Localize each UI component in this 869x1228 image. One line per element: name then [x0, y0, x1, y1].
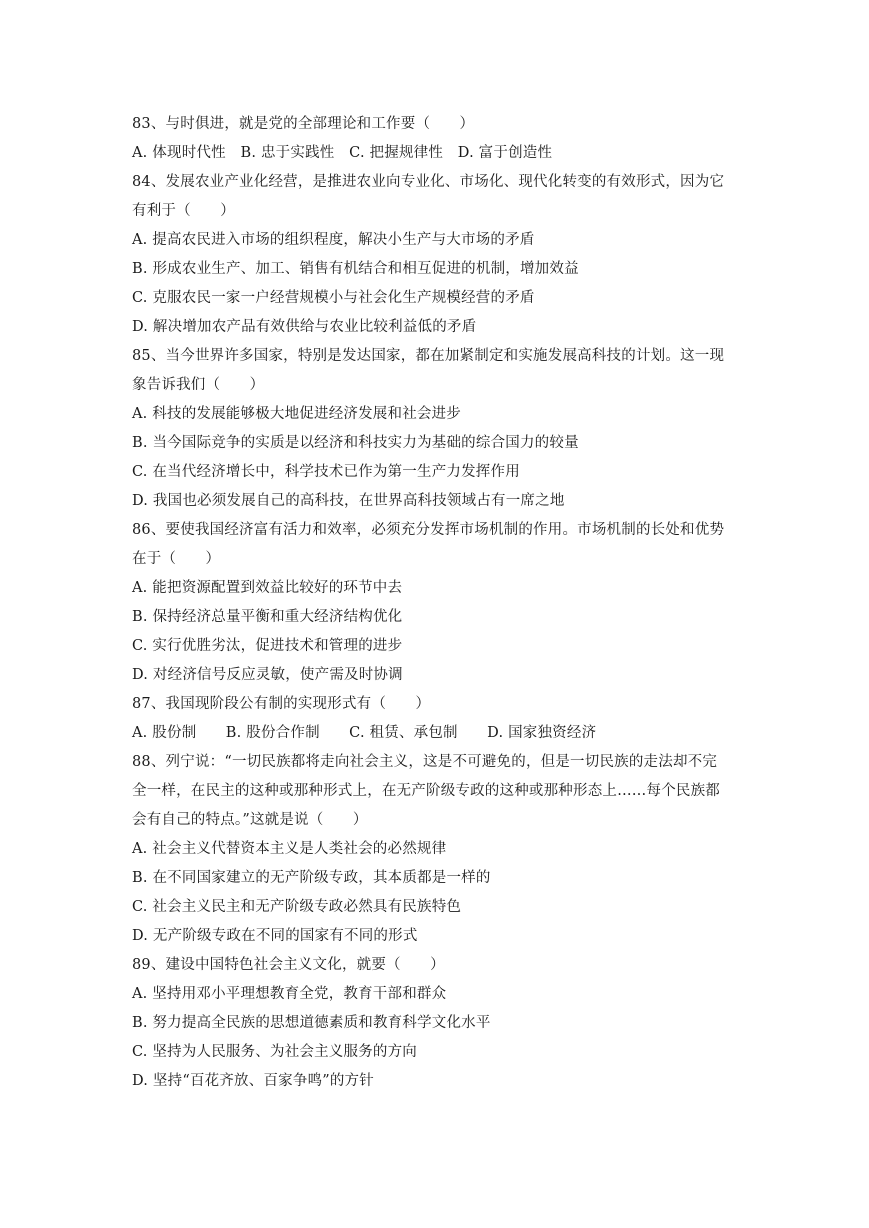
question-83-options: A. 体现时代性 B. 忠于实践性 C. 把握规律性 D. 富于创造性 — [132, 145, 553, 161]
question-84-stem: 有利于（ ） — [132, 203, 235, 219]
question-84-stem: 84、发展农业产业化经营，是推进农业向专业化、市场化、现代化转变的有效形式，因为它 — [132, 174, 725, 190]
question-88-stem: 88、列宁说：“一切民族都将走向社会主义，这是不可避免的，但是一切民族的走法却不完 — [132, 754, 718, 770]
question-88-stem: 全一样，在民主的这种或那种形式上，在无产阶级专政的这种或那种形态上……每个民族都 — [132, 783, 720, 799]
question-85-option-a: A. 科技的发展能够极大地促进经济发展和社会进步 — [132, 406, 461, 422]
question-88-option-c: C. 社会主义民主和无产阶级专政必然具有民族特色 — [132, 899, 462, 915]
question-89-stem: 89、建设中国特色社会主义文化，就要（ ） — [132, 957, 445, 973]
question-83 — [132, 110, 752, 168]
question-87-stem: 87、我国现阶段公有制的实现形式有（ ） — [132, 696, 431, 712]
question-84-option-c: C. 克服农民一家一户经营规模小与社会化生产规模经营的矛盾 — [132, 290, 535, 306]
question-88-option-d: D. 无产阶级专政在不同的国家有不同的形式 — [132, 928, 418, 944]
question-88-stem: 会有自己的特点。”这就是说（ ） — [132, 812, 368, 828]
question-85-option-b: B. 当今国际竞争的实质是以经济和科技实力为基础的综合国力的较量 — [132, 435, 579, 451]
question-86 — [132, 516, 752, 690]
question-84-option-d: D. 解决增加农产品有效供给与农业比较利益低的矛盾 — [132, 319, 477, 335]
question-85-option-d: D. 我国也必须发展自己的高科技，在世界高科技领域占有一席之地 — [132, 493, 565, 509]
question-86-option-b: B. 保持经济总量平衡和重大经济结构优化 — [132, 609, 403, 625]
question-89-option-d: D. 坚持“百花齐放、百家争鸣”的方针 — [132, 1073, 374, 1089]
question-88-option-a: A. 社会主义代替资本主义是人类社会的必然规律 — [132, 841, 447, 857]
question-86-option-d: D. 对经济信号反应灵敏，使产需及时协调 — [132, 667, 403, 683]
question-89-option-c: C. 坚持为人民服务、为社会主义服务的方向 — [132, 1044, 417, 1060]
question-84-option-b: B. 形成农业生产、加工、销售有机结合和相互促进的机制，增加效益 — [132, 261, 579, 277]
question-87 — [132, 690, 752, 748]
question-83-stem: 83、与时俱进，就是党的全部理论和工作要（ ） — [132, 116, 475, 132]
question-86-stem: 在于（ ） — [132, 551, 221, 567]
question-89-option-a: A. 坚持用邓小平理想教育全党，教育干部和群众 — [132, 986, 447, 1002]
question-89 — [132, 951, 752, 1096]
question-87-options: A. 股份制 B. 股份合作制 C. 租赁、承包制 D. 国家独资经济 — [132, 725, 597, 741]
question-86-stem: 86、要使我国经济富有活力和效率，必须充分发挥市场机制的作用。市场机制的长处和优势 — [132, 522, 725, 538]
question-88 — [132, 748, 752, 951]
question-86-option-a: A. 能把资源配置到效益比较好的环节中去 — [132, 580, 403, 596]
question-86-option-c: C. 实行优胜劣汰，促进技术和管理的进步 — [132, 638, 403, 654]
document-page — [132, 110, 752, 1096]
question-84-option-a: A. 提高农民进入市场的组织程度，解决小生产与大市场的矛盾 — [132, 232, 535, 248]
question-84 — [132, 168, 752, 342]
question-89-option-b: B. 努力提高全民族的思想道德素质和教育科学文化水平 — [132, 1015, 491, 1031]
question-85 — [132, 342, 752, 516]
question-85-option-c: C. 在当代经济增长中，科学技术已作为第一生产力发挥作用 — [132, 464, 520, 480]
question-85-stem: 85、当今世界许多国家，特别是发达国家，都在加紧制定和实施发展高科技的计划。这一现 — [132, 348, 725, 364]
question-85-stem: 象告诉我们（ ） — [132, 377, 265, 393]
question-88-option-b: B. 在不同国家建立的无产阶级专政，其本质都是一样的 — [132, 870, 491, 886]
